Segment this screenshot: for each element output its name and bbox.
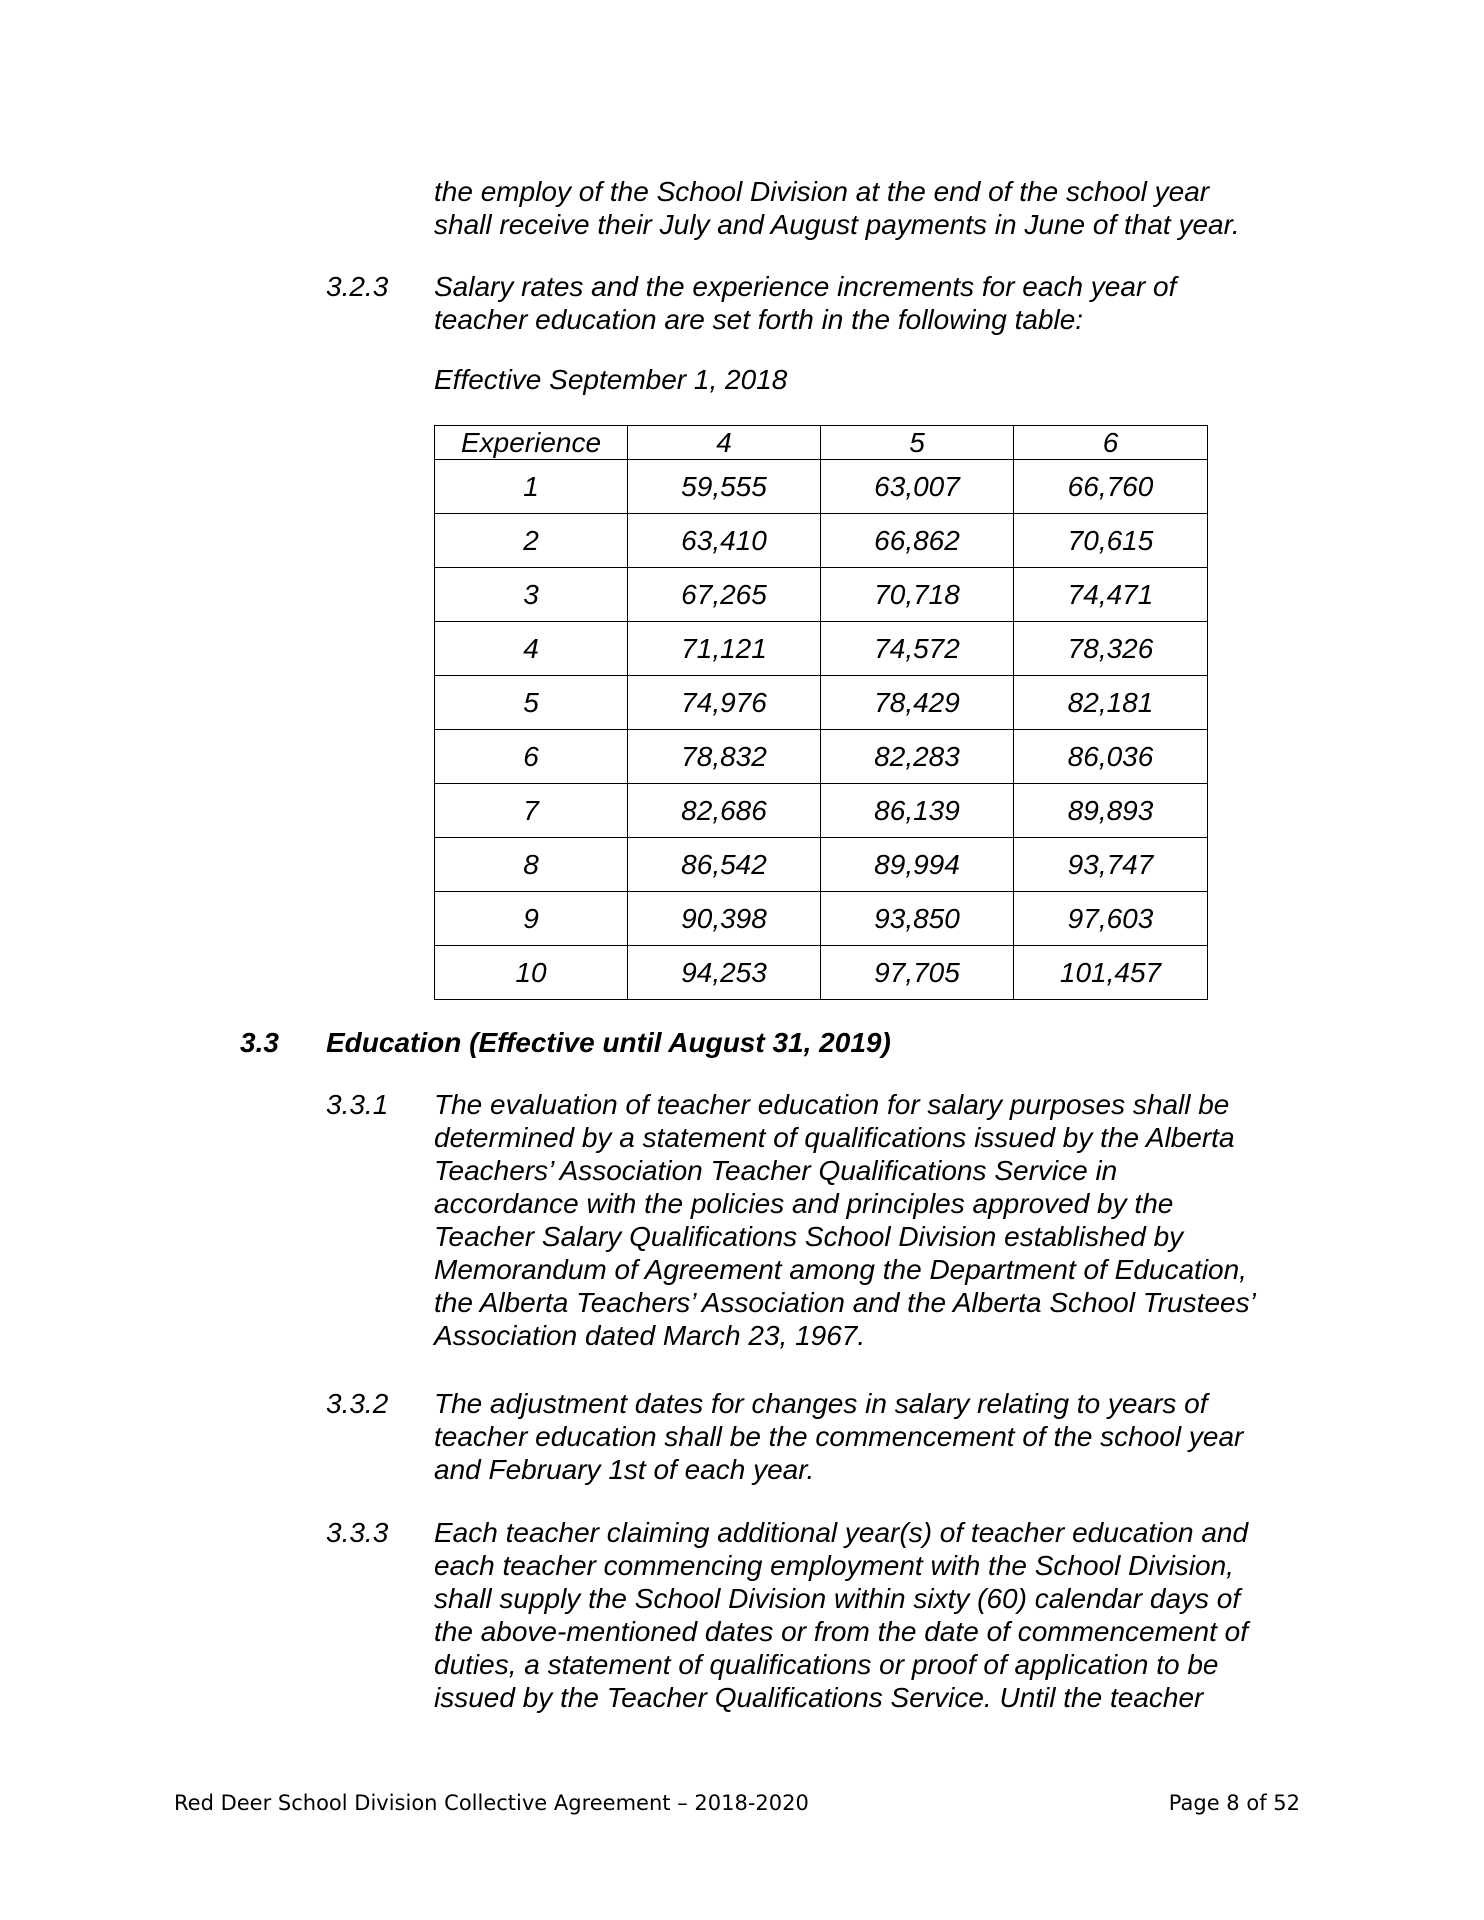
table-row (435, 514, 1208, 568)
table-cell: 82,686 (628, 784, 821, 838)
section-number-3-3-2: 3.3.2 (326, 1388, 389, 1419)
footer-page-number: Page 8 of 52 (1168, 1791, 1300, 1815)
text-line: The adjustment dates for changes in salary relating to years of (434, 1388, 1208, 1419)
table-cell: 70,615 (1014, 514, 1208, 568)
table-header-cell: 5 (821, 426, 1014, 460)
text-line: shall receive their July and August payments in June of that year. (434, 209, 1240, 240)
section-number-3-2-3: 3.2.3 (326, 271, 389, 302)
table-cell: 97,705 (821, 946, 1014, 1000)
text-line: accordance with the policies and principles approved by the (434, 1188, 1174, 1219)
table-cell: 94,253 (628, 946, 821, 1000)
text-line: Teacher Salary Qualifications School Division established by (434, 1221, 1184, 1252)
table-cell: 70,718 (821, 568, 1014, 622)
table-cell: 74,572 (821, 622, 1014, 676)
table-cell: 66,862 (821, 514, 1014, 568)
text-line: determined by a statement of qualifications issued by the Alberta (434, 1122, 1235, 1153)
effective-date: Effective September 1, 2018 (434, 364, 788, 395)
section-number-3-3-3: 3.3.3 (326, 1517, 389, 1548)
section-3-2-3-text (434, 270, 1176, 336)
table-header-cell: 4 (628, 426, 821, 460)
table-cell: 86,542 (628, 838, 821, 892)
table-cell: 2 (435, 514, 628, 568)
table-cell: 8 (435, 838, 628, 892)
text-line: shall supply the School Division within sixty (60) calendar days of (434, 1583, 1241, 1614)
table-cell: 66,760 (1014, 460, 1208, 514)
table-cell: 63,007 (821, 460, 1014, 514)
intro-paragraph (434, 175, 1240, 241)
table-cell: 78,832 (628, 730, 821, 784)
table-cell: 93,747 (1014, 838, 1208, 892)
table-cell: 89,994 (821, 838, 1014, 892)
salary-table (434, 425, 1208, 1000)
text-line: duties, a statement of qualifications or proof of application to be (434, 1649, 1219, 1680)
table-header-cell: 6 (1014, 426, 1208, 460)
table-row (435, 676, 1208, 730)
table-cell: 86,139 (821, 784, 1014, 838)
text-line: the above-mentioned dates or from the date of commencement of (434, 1616, 1249, 1647)
table-cell: 78,429 (821, 676, 1014, 730)
text-line: Association dated March 23, 1967. (434, 1320, 866, 1351)
table-cell: 90,398 (628, 892, 821, 946)
text-line: the employ of the School Division at the end of the school year (434, 176, 1210, 207)
footer-document-title: Red Deer School Division Collective Agreement – 2018-2020 (174, 1791, 809, 1815)
table-header-cell: Experience (435, 426, 628, 460)
table-header-row (435, 426, 1208, 460)
table-cell: 7 (435, 784, 628, 838)
table-cell: 93,850 (821, 892, 1014, 946)
table-row (435, 568, 1208, 622)
table-cell: 4 (435, 622, 628, 676)
table-row (435, 892, 1208, 946)
text-line: each teacher commencing employment with the School Division, (434, 1550, 1234, 1581)
table-cell: 74,976 (628, 676, 821, 730)
table-cell: 74,471 (1014, 568, 1208, 622)
table-cell: 86,036 (1014, 730, 1208, 784)
table-row (435, 730, 1208, 784)
table-cell: 82,181 (1014, 676, 1208, 730)
table-cell: 101,457 (1014, 946, 1208, 1000)
table-cell: 6 (435, 730, 628, 784)
table-cell: 67,265 (628, 568, 821, 622)
section-title-education: Education (Effective until August 31, 2019) (326, 1027, 891, 1058)
table-cell: 78,326 (1014, 622, 1208, 676)
section-number-3-3: 3.3 (240, 1027, 279, 1058)
text-line: teacher education are set forth in the following table: (434, 304, 1084, 335)
table-cell: 82,283 (821, 730, 1014, 784)
table-row (435, 460, 1208, 514)
section-3-3-3-text (434, 1516, 1248, 1714)
table-row (435, 622, 1208, 676)
table-row (435, 946, 1208, 1000)
table-cell: 63,410 (628, 514, 821, 568)
table-cell: 89,893 (1014, 784, 1208, 838)
text-line: Salary rates and the experience increments for each year of (434, 271, 1177, 302)
section-3-3-2-text (434, 1387, 1243, 1486)
text-line: issued by the Teacher Qualifications Service. Until the teacher (434, 1682, 1204, 1713)
section-3-3-1-text (434, 1088, 1256, 1352)
table-cell: 3 (435, 568, 628, 622)
text-line: Memorandum of Agreement among the Department of Education, (434, 1254, 1247, 1285)
table-cell: 59,555 (628, 460, 821, 514)
table-row (435, 784, 1208, 838)
text-line: The evaluation of teacher education for salary purposes shall be (434, 1089, 1230, 1120)
table-cell: 10 (435, 946, 628, 1000)
table-cell: 1 (435, 460, 628, 514)
table-cell: 97,603 (1014, 892, 1208, 946)
text-line: and February 1st of each year. (434, 1454, 815, 1485)
text-line: Teachers’ Association Teacher Qualifications Service in (434, 1155, 1118, 1186)
text-line: Each teacher claiming additional year(s) of teacher education and (434, 1517, 1249, 1548)
table-row (435, 838, 1208, 892)
text-line: teacher education shall be the commencement of the school year (434, 1421, 1244, 1452)
table-cell: 71,121 (628, 622, 821, 676)
table-cell: 9 (435, 892, 628, 946)
section-number-3-3-1: 3.3.1 (326, 1089, 389, 1120)
table-cell: 5 (435, 676, 628, 730)
text-line: the Alberta Teachers’ Association and the Alberta School Trustees’ (434, 1287, 1256, 1318)
